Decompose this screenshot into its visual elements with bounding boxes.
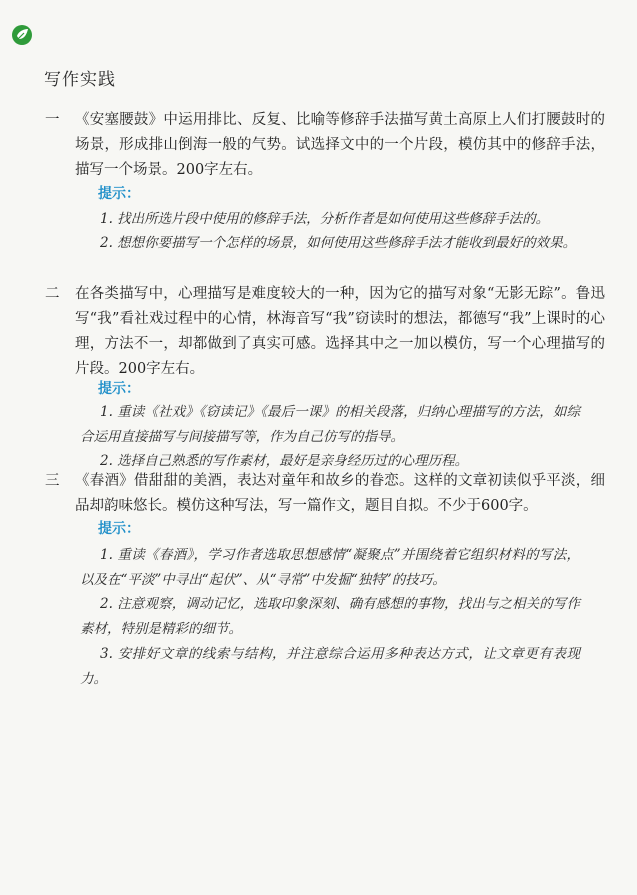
question-1 (45, 108, 605, 183)
hint-item: 2. 选择自己熟悉的写作素材，最好是亲身经历过的心理历程。 (100, 453, 469, 469)
hint-label: 提示： (98, 186, 140, 202)
hint-item: 2. 想想你要描写一个怎样的场景，如何使用这些修辞手法才能收到最好的效果。 (100, 235, 577, 251)
question-text: 在各类描写中，心理描写是难度较大的一种，因为它的描写对象“无影无踪”。鲁迅写“我”看社戏过程中的心情，林海音写“我”窃读时的想法，都德写“我”上课时的心理，方法不一，却都做到了真实可感。选择其中之一加以模仿，写一个心理描写的片段。200字左右。 (75, 286, 605, 377)
hint-item: 1. 找出所选片段中使用的修辞手法，分析作者是如何使用这些修辞手法的。 (100, 211, 550, 227)
question-2 (45, 282, 605, 382)
hint-label: 提示： (98, 521, 140, 537)
question-text: 《安塞腰鼓》中运用排比、反复、比喻等修辞手法描写黄土高原上人们打腰鼓时的场景，形成排山倒海一般的气势。试选择文中的一个片段，模仿其中的修辞手法，描写一个场景。200字左右。 (75, 112, 605, 178)
hint-item: 2. 注意观察，调动记忆，选取印象深刻、确有感想的事物，找出与之相关的写作素材，特别是精彩的细节。 (80, 596, 580, 637)
question-text: 《春酒》借甜甜的美酒，表达对童年和故乡的眷恋。这样的文章初读似乎平淡，细品却韵味悠长。模仿这种写法，写一篇作文，题目自拟。不少于600字。 (75, 473, 605, 514)
question-number: 三 (45, 473, 60, 489)
question-number: 一 (45, 112, 60, 128)
hint-item: 3. 安排好文章的线索与结构，并注意综合运用多种表达方式，让文章更有表现力。 (80, 646, 580, 687)
question-number: 二 (45, 286, 60, 302)
leaf-circle-icon (11, 24, 33, 46)
question-3 (45, 469, 605, 519)
section-title: 写作实践 (44, 70, 116, 90)
hint-label: 提示： (98, 381, 140, 397)
hint-item: 1. 重读《社戏》《窃读记》《最后一课》的相关段落，归纳心理描写的方法，如综合运用直接描写与间接描写等，作为自己仿写的指导。 (80, 404, 580, 445)
hint-item: 1. 重读《春酒》，学习作者选取思想感情“凝聚点”并围绕着它组织材料的写法，以及在“平淡”中寻出“起伏”、从“寻常”中发掘“独特”的技巧。 (80, 547, 580, 588)
